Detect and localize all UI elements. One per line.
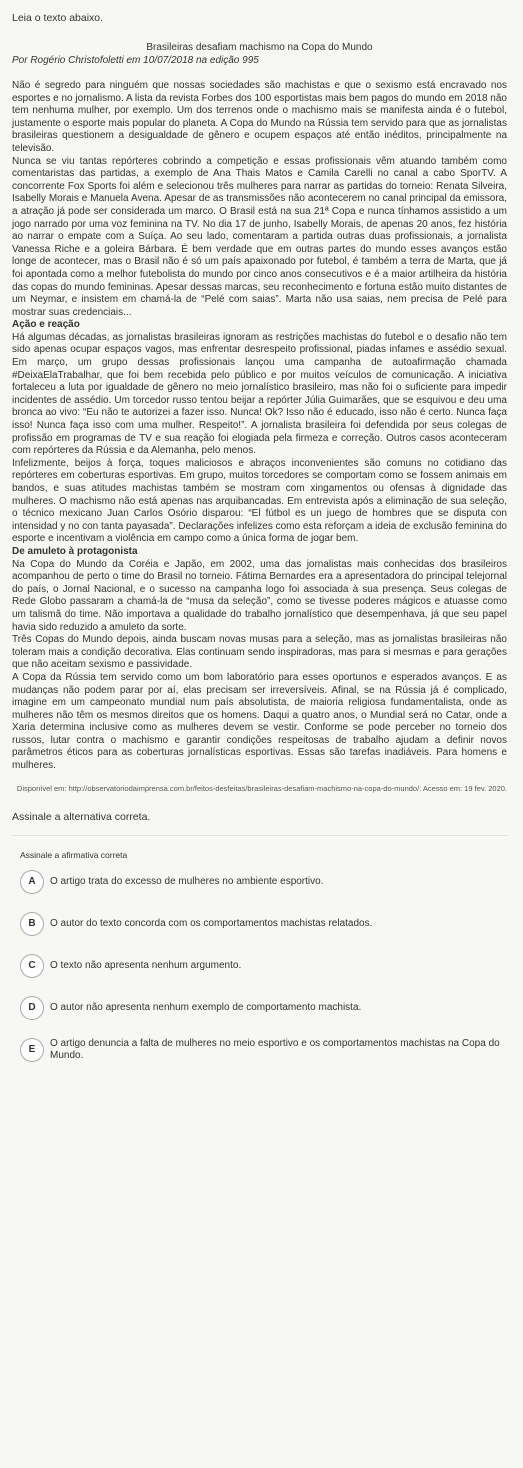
option-text: O autor do texto concorda com os comportamentos machistas relatados. <box>50 917 373 929</box>
article-byline: Por Rogério Christofoletti em 10/07/2018 na edição 995 <box>12 55 259 66</box>
article-paragraph: Três Copas do Mundo depois, ainda buscam novas musas para a seleção, mas as jornalistas brasileiras não toleram mais a condição decorativa. Elas continuam sendo inspiradoras, mas para si mesmas e para gerações que não aceitam sexismo e passividade. <box>12 634 507 671</box>
question-instruction: Assinale a alternativa correta. <box>12 810 151 823</box>
option-text: O texto não apresenta nenhum argumento. <box>50 959 242 971</box>
option-d[interactable] <box>20 996 507 1020</box>
option-letter: A <box>20 870 44 894</box>
option-a[interactable] <box>20 870 507 894</box>
option-e[interactable] <box>20 1038 507 1062</box>
option-c[interactable] <box>20 954 507 978</box>
article-subheading: Ação e reação <box>12 319 80 331</box>
option-letter: B <box>20 912 44 936</box>
article-body <box>12 80 507 773</box>
question-label: Assinale a afirmativa correta <box>20 849 128 860</box>
article-paragraph: Não é segredo para ninguém que nossas sociedades são machistas e que o sexismo está encravado nos esportes e no jornalismo. A lista da revista Forbes dos 100 esportistas mais bem pagos do mundo em 2018 não tem nenhuma mulher, por exemplo. Um dos terrenos onde o machismo mais se manifesta ainda é o futebol, justamente o esporte mais popular do planeta. A Copa do Mundo na Rússia tem servido para que as jornalistas brasileiras questionem a desigualdade de gênero e ocupem espaços até então inéditos, principalmente na televisão. <box>12 80 507 154</box>
article-paragraph: Há algumas décadas, as jornalistas brasileiras ignoram as restrições machistas do futebol e o desafio não tem sido apenas ocupar espaços vagos, mas enfrentar desrespeito profissional, piadas infames e assédio sexual. Em março, um grupo dessas profissionais lançou uma campanha de autoafirmação chamada #DeixaElaTrabalhar, que foi bem recebida pelo público e por muitos veículos de comunicação. A iniciativa fortaleceu a luta por igualdade de gênero no meio jornalístico brasileiro, mas não foi o suficiente para impedir incidentes de assédio. Um torcedor russo tentou beijar a repórter Júlia Guimarães, que se esquivou e deu uma bronca ao vivo: “Eu não te autorizei a fazer isso. Nunca! Ok? Isso não é educado, isso não é certo. Nunca faça isso! Nunca faça isso com uma mulher. Respeito!”. A jornalista brasileira foi defendida por seus colegas de profissão em programas de TV e sua reação foi elogiada pela firmeza e correção. Outros casos aconteceram com repórteres da Rússia e da Alemanha, pelo menos. <box>12 331 507 457</box>
read-instruction: Leia o texto abaixo. <box>12 12 104 24</box>
article-subheading: De amuleto à protagonista <box>12 545 138 557</box>
article-paragraph: Na Copa do Mundo da Coréia e Japão, em 2002, uma das jornalistas mais conhecidas dos brasileiros acompanhou de perto o time do Brasil no torneio. Fátima Bernardes era a apresentadora do principal telejornal do país, o Jornal Nacional, e o sucesso na campanha logo foi associada à sua presença. Seus colegas de Rede Globo passaram a chamá-la de “musa da seleção”, como se tivesse poderes mágicos e atuasse como um talismã do time. Não importava a qualidade do trabalho jornalístico que desempenhava, já que seu papel havia sido reduzido a amuleto da sorte. <box>12 558 507 633</box>
option-letter: D <box>20 996 44 1020</box>
option-letter: C <box>20 954 44 978</box>
option-text: O autor não apresenta nenhum exemplo de comportamento machista. <box>50 1001 362 1013</box>
option-b[interactable] <box>20 912 507 936</box>
article-paragraph: Infelizmente, beijos à força, toques maliciosos e abraços inconvenientes são comuns no cotidiano das repórteres em coberturas esportivas. Em grupo, muitos torcedores se comportam como se fossem animais em bandos, e suas atitudes machistas também se mostram com xingamentos ou ofensas à dignidade das mulheres. O machismo não está apenas nas arquibancadas. Em entrevista após a eliminação de sua seleção, o técnico mexicano Juan Carlos Osório disparou: “El fútbol es un juego de hombres que se disputa con intensidad y no con tanta payasada”. Declarações infelizes como esta reforçam a ideia de exclusão feminina do esporte e incentivam a violência em campo como a única forma de jogar bem. <box>12 457 507 545</box>
option-text: O artigo denuncia a falta de mulheres no meio esportivo e os comportamentos machistas na Copa do Mundo. <box>50 1037 500 1061</box>
source-citation: Disponível em: http://observatoriodaimprensa.com.br/feitos-desfeitas/brasileiras-desafiam-machismo-na-copa-do-mundo/. Acesso em: 19 fev. 2020. <box>16 783 507 793</box>
answer-options <box>12 870 507 1062</box>
option-text: O artigo trata do excesso de mulheres no ambiente esportivo. <box>50 875 324 887</box>
option-letter: E <box>20 1038 44 1062</box>
article-title: Brasileiras desafiam machismo na Copa do Mundo <box>146 42 373 53</box>
article-paragraph: A Copa da Rússia tem servido como um bom laboratório para esses oportunos e esperados avanços. E as mudanças não podem parar por aí, elas precisam ser irreversíveis. Afinal, se na Rússia já é complicado, imagine em um campeonato mundial num país absolutista, de maioria religiosa fundamentalista, onde as mulheres não têm os mesmos direitos que os homens. Daqui a quatro anos, o Mundial será no Catar, onde a Xaria determina inclusive como as mulheres devem se vestir. Conforme se pode perceber no torneio dos russos, lutar contra o machismo e garantir condições respeitosas de trabalho ajudam a definir novos parâmetros éticos para as coberturas jornalísticas esportivas. Essas são tarefas inadiáveis. Para homens e mulheres. <box>12 671 507 772</box>
divider <box>12 835 507 836</box>
article-paragraph: Nunca se viu tantas repórteres cobrindo a competição e essas profissionais vêm atuando também como comentaristas das partidas, a exemplo de Ana Thais Matos e Camila Carelli no canal a cabo SporTV. A concorrente Fox Sports foi além e selecionou três mulheres para narrar as partidas do torneio: Renata Silveira, Isabelly Morais e Manuela Avena. Apesar de as transmissões não acontecerem no canal principal da emissora, a atração já pode ser considerada um marco. O Brasil está na sua 21ª Copa e nunca tínhamos assistido a um jogo narrado por uma voz feminina na TV. No dia 17 de junho, Isabelly Morais, de apenas 20 anos, fez história ao narrar o empate com a Suíça. Ao seu lado, comentaram a partida outras duas profissionais, a jornalista Vanessa Riche e a goleira Bárbara. É bem verdade que em outras partes do mundo esses avanços estão longe de acontecer, mas o Brasil não é só um país apaixonado por futebol, é também a terra de Marta, que já foi apontada como a melhor futebolista do mundo por cinco anos consecutivos e é a maior artilheira da história das copas do mundo femininas. Apesar dessas marcas, seu reconhecimento e fortuna estão muito distantes de um Neymar, e insistem em chamá-la de “Pelé com saias”. Marta não usa saias, nem precisa de Pelé para mostrar suas credenciais... <box>12 155 507 318</box>
